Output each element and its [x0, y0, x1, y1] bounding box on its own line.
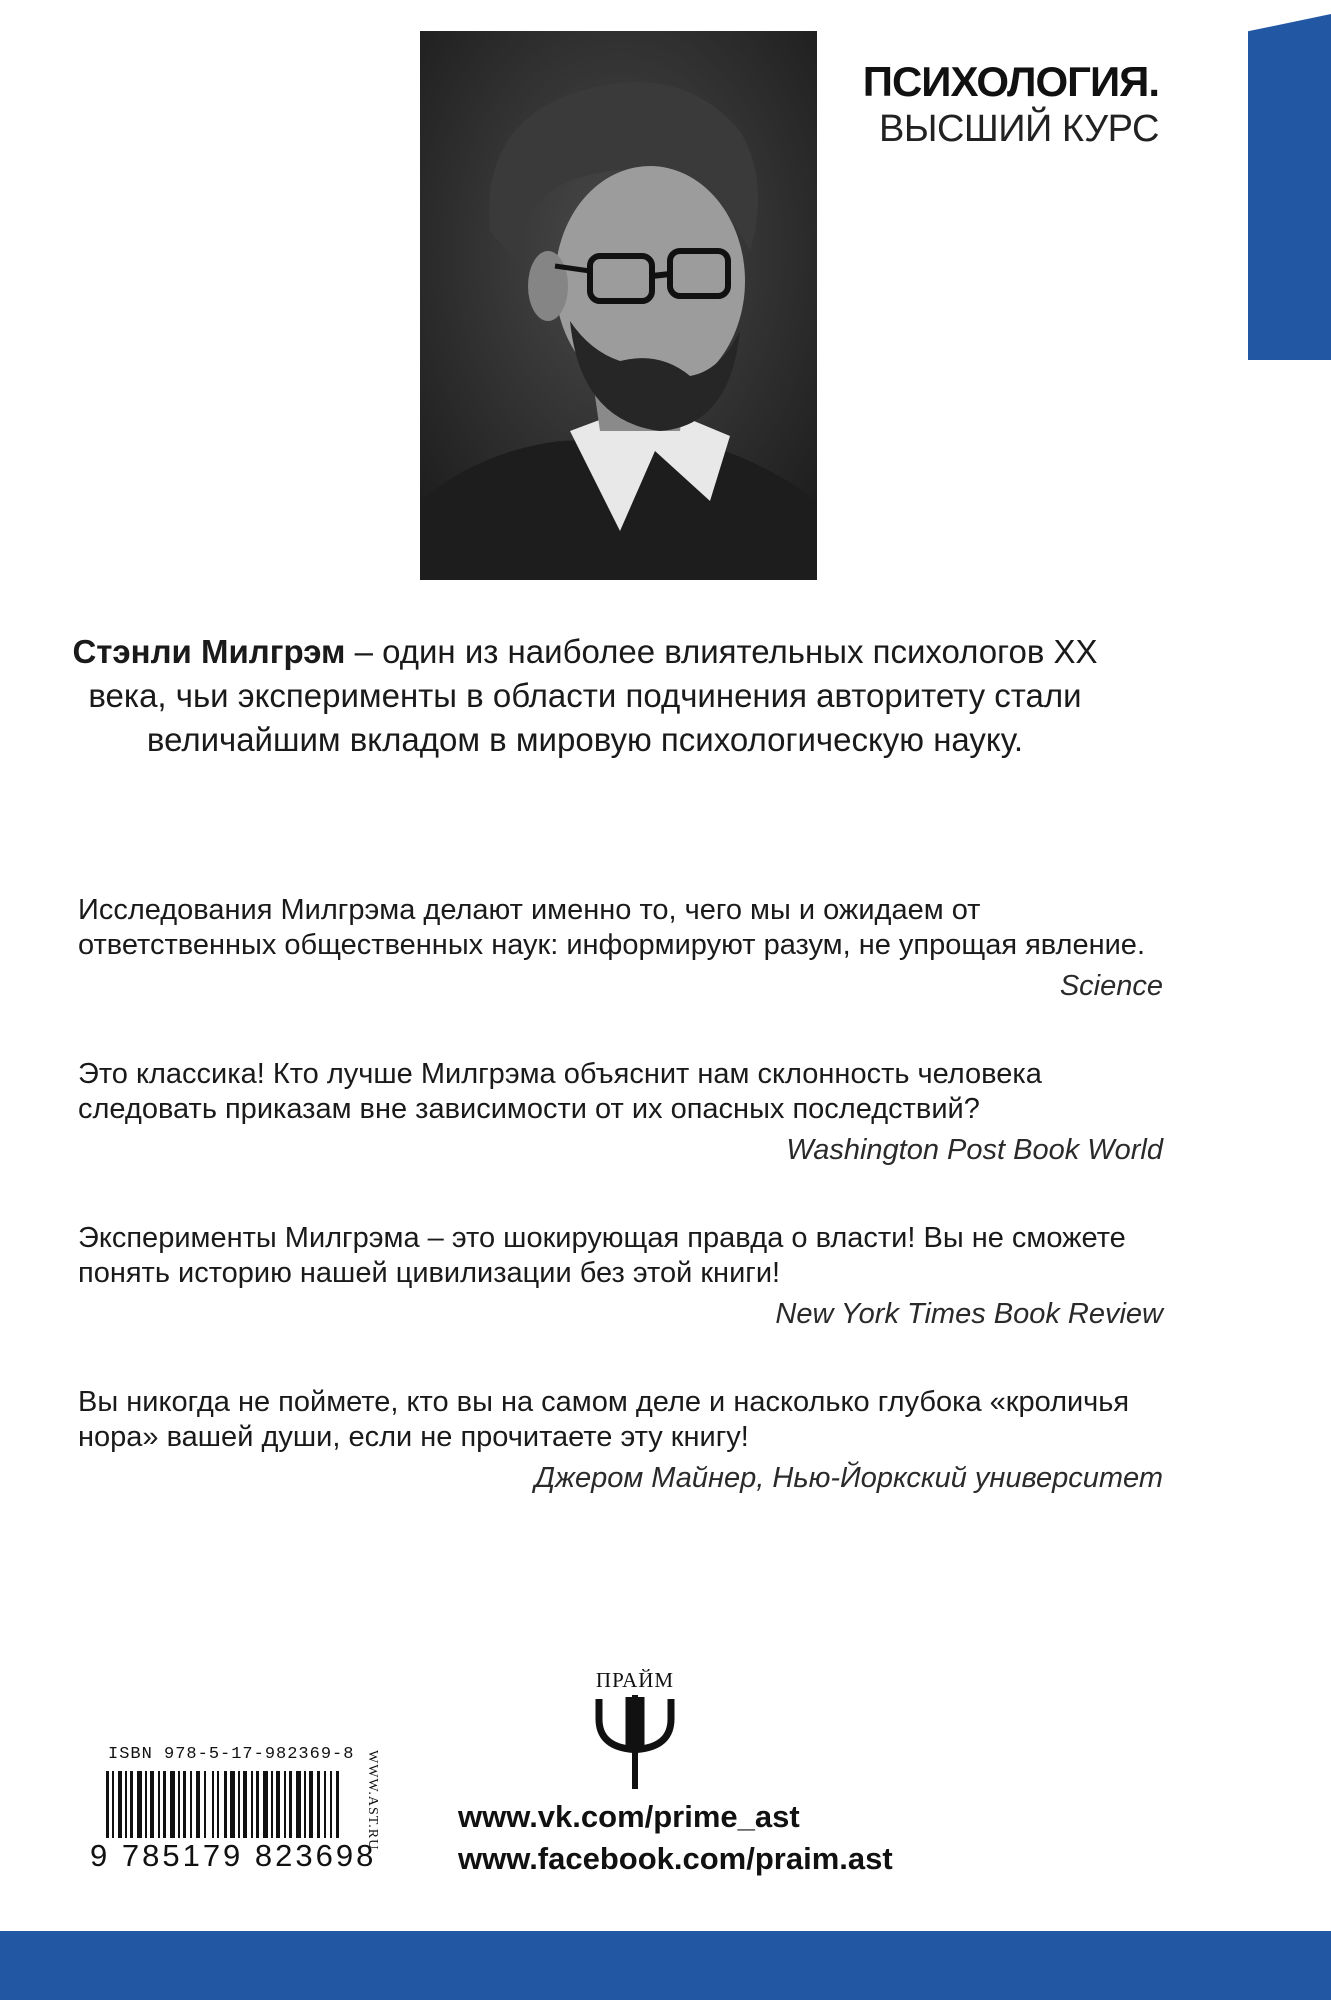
- barcode-digits: 9 785179 823698: [90, 1838, 377, 1873]
- facebook-link[interactable]: www.facebook.com/praim.ast: [458, 1841, 893, 1876]
- quote-source: Washington Post Book World: [786, 1134, 1163, 1166]
- author-intro-text: – один из наиболее влиятельных психологов XX века, чьи эксперименты в области подчинения авторитету стали величайшим вкладом в мировую психологическую науку.: [88, 633, 1098, 758]
- social-links: [458, 1796, 893, 1880]
- quote-text: Эксперименты Милгрэма – это шокирующая правда о власти! Вы не сможете понять историю нашей цивилизации без этой книги!: [78, 1222, 1126, 1289]
- isbn-label: ISBN 978-5-17-982369-8: [108, 1745, 355, 1764]
- blue-bottom-bar: [0, 1931, 1331, 2000]
- psi-logo-icon: [585, 1693, 685, 1793]
- ast-site-vertical: WWW.AST.RU: [365, 1750, 380, 1851]
- quote-source: Джером Майнер, Нью-Йоркский университет: [534, 1462, 1163, 1494]
- author-intro: [40, 630, 1130, 762]
- series-title-line1: ПСИХОЛОГИЯ.: [862, 58, 1159, 105]
- quote-text: Это классика! Кто лучше Милгрэма объяснит нам склонность человека следовать приказам вне зависимости от их опасных последствий?: [78, 1058, 1042, 1125]
- blue-corner-tab: [1248, 14, 1331, 360]
- author-portrait-photo: [420, 31, 817, 580]
- review-quote: [78, 1385, 1163, 1496]
- quote-source: New York Times Book Review: [775, 1298, 1163, 1330]
- review-quote: [78, 893, 1163, 1004]
- vk-link[interactable]: www.vk.com/prime_ast: [458, 1799, 800, 1834]
- publisher-logo: [585, 1668, 685, 1798]
- series-title: [863, 58, 1159, 152]
- series-title-line2: ВЫСШИЙ КУРС: [878, 108, 1159, 150]
- publisher-name: ПРАЙМ: [595, 1668, 675, 1692]
- quote-text: Исследования Милгрэма делают именно то, чего мы и ожидаем от ответственных общественных наук: информируют разум, не упрощая явление.: [78, 894, 1145, 961]
- quote-source: Science: [1059, 970, 1163, 1002]
- quote-text: Вы никогда не поймете, кто вы на самом деле и насколько глубока «кроличья нора» вашей души, если не прочитаете эту книгу!: [78, 1386, 1130, 1453]
- author-name: Стэнли Милгрэм: [72, 633, 346, 670]
- review-quote: [78, 1221, 1163, 1332]
- review-quote: [78, 1057, 1163, 1168]
